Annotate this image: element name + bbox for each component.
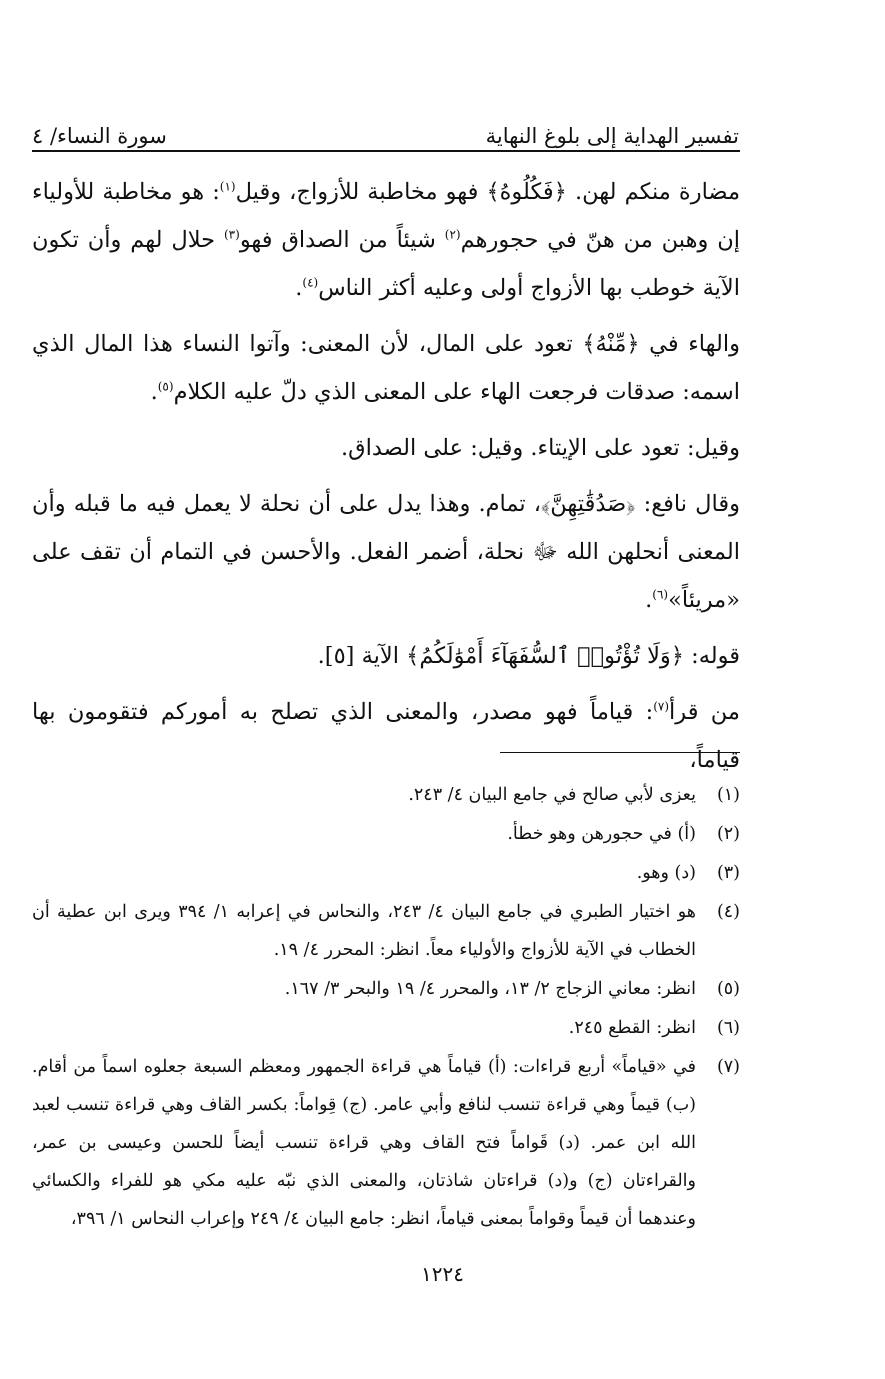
quran-quote: ﴿صَدُقَٰتِهِنَّ﴾ [541,491,636,517]
footnote-item [32,1048,740,1238]
footnote-text: (د) وهو. [636,863,696,883]
footnote-item [32,815,740,853]
footnote-item [32,893,740,969]
footnote-number: (١) [716,785,740,805]
paragraph-5: قوله: ﴿وَلَا تُؤْتُوا۟ ٱلسُّفَهَآءَ أَمْوَٰلَكُمُ﴾ الآية [٥]. [317,643,740,669]
footnote-text: انظر: القطع ٢٤٥. [568,1018,696,1038]
footnote-number: (٦) [716,1018,740,1038]
footnote-number: (٢) [716,824,740,844]
footnote-item [32,970,740,1008]
footnote-item [32,1009,740,1047]
footnote-text: انظر: معاني الزجاج ٢/ ١٣، والمحرر ٤/ ١٩ والبحر ٣/ ١٦٧. [284,979,696,999]
main-text [32,168,740,792]
footnote-item [32,776,740,814]
page-number: ١٢٢٤ [421,1262,464,1286]
paragraph-6: من قرأ$^{(٧)}$: قياماً فهو مصدر، والمعنى الذي تصلح به أموركم فتقومون بها قياماً، [32,699,740,773]
quran-quote: ﴿فَكُلُوهُ﴾ [486,179,567,205]
footnote-separator [500,752,740,753]
footnote-number: (٧) [716,1057,740,1077]
book-title: تفسير الهداية إلى بلوغ النهاية [485,124,739,148]
footnote-ref[interactable]: (٥) [157,379,174,394]
footnote-text: (أ) في حجورهن وهو خطأ. [507,824,696,844]
footnote-ref[interactable]: (١) [219,179,236,194]
quran-quote: ﴿وَلَا تُؤْتُوا۟ ٱلسُّفَهَآءَ أَمْوَٰلَكُمُ﴾ [406,643,684,669]
footnote-ref[interactable]: (٧) [653,699,670,714]
footnote-ref[interactable]: (٦) [652,587,669,602]
footnote-ref[interactable]: (٤) [302,275,319,290]
footnote-number: (٥) [716,979,740,999]
footnote-ref[interactable]: (٣) [223,227,240,242]
footnote-number: (٣) [716,863,740,883]
paragraph-1: مضارة منكم لهن. ﴿فَكُلُوهُ﴾ فهو مخاطبة للأزواج، وقيل$^{(١)}$: هو مخاطبة للأولياء إن وهبن من هنّ في حجورهم$^{(٢)}$ شيئاً من الصداق فهو$^{(٣)}$ حلال لهم وأن تكون الآية خوطب بها الأزواج أولى وعليه أكثر الناس$^{(٤)}$. [32,179,740,301]
running-header [32,108,739,148]
header-rule [32,150,740,152]
footnotes [32,776,740,1239]
footnote-text: يعزى لأبي صالح في جامع البيان ٤/ ٢٤٣. [408,785,696,805]
paragraph-2: والهاء في ﴿مِّنْهُ﴾ تعود على المال، لأن المعنى: وآتوا النساء هذا المال الذي اسمه: صدقات فرجعت الهاء على المعنى الذي دلّ عليه الكلام$^{(٥)}$. [32,331,740,405]
footnote-ref[interactable]: (٢) [444,227,461,242]
quran-quote: ﴿مِّنْهُ﴾ [582,331,640,357]
footnote-text: في «قياماً» أربع قراءات: (أ) قياماً هي قراءة الجمهور ومعظم السبعة جعلوه اسماً من أقام. (ب) قيماً وهي قراءة تنسب لنافع وأبي عامر. (ج) قِواماً: بكسر القاف وهي قراءة تنسب لعبد الله ابن عمر. (د) قَواماً فتح القاف وهي قراءة تنسب أيضاً للحسن وعيسى بن عمر، والقراءتان (ج) و(د) قراءتان شاذتان، والمعنى الذي نبّه عليه مكي هو للفراء والكسائي وعندهما أن قيماً وقواماً بمعنى قياماً، انظر: جامع البيان ٤/ ٢٤٩ وإعراب النحاس ١/ ٣٩٦، [32,1057,696,1229]
footnote-text: هو اختيار الطبري في جامع البيان ٤/ ٢٤٣، والنحاس في إعرابه ١/ ٣٩٤ ويرى ابن عطية أن الخطاب في الآية للأزواج والأولياء معاً. انظر: المحرر ٤/ ١٩. [32,902,696,960]
paragraph-4: وقال نافع: ﴿صَدُقَٰتِهِنَّ﴾، تمام. وهذا يدل على أن نحلة لا يعمل فيه ما قبله وأن المعنى أنحلهن الله ﷻ نحلة، أضمر الفعل. والأحسن في التمام أن تقف على «مريئاً»$^{(٦)}$. [32,491,740,613]
footnote-item [32,854,740,892]
footnote-number: (٤) [716,902,740,922]
surah-label: سورة النساء/ ٤ [32,124,167,148]
paragraph-3: وقيل: تعود على الإيتاء. وقيل: على الصداق. [340,435,740,461]
